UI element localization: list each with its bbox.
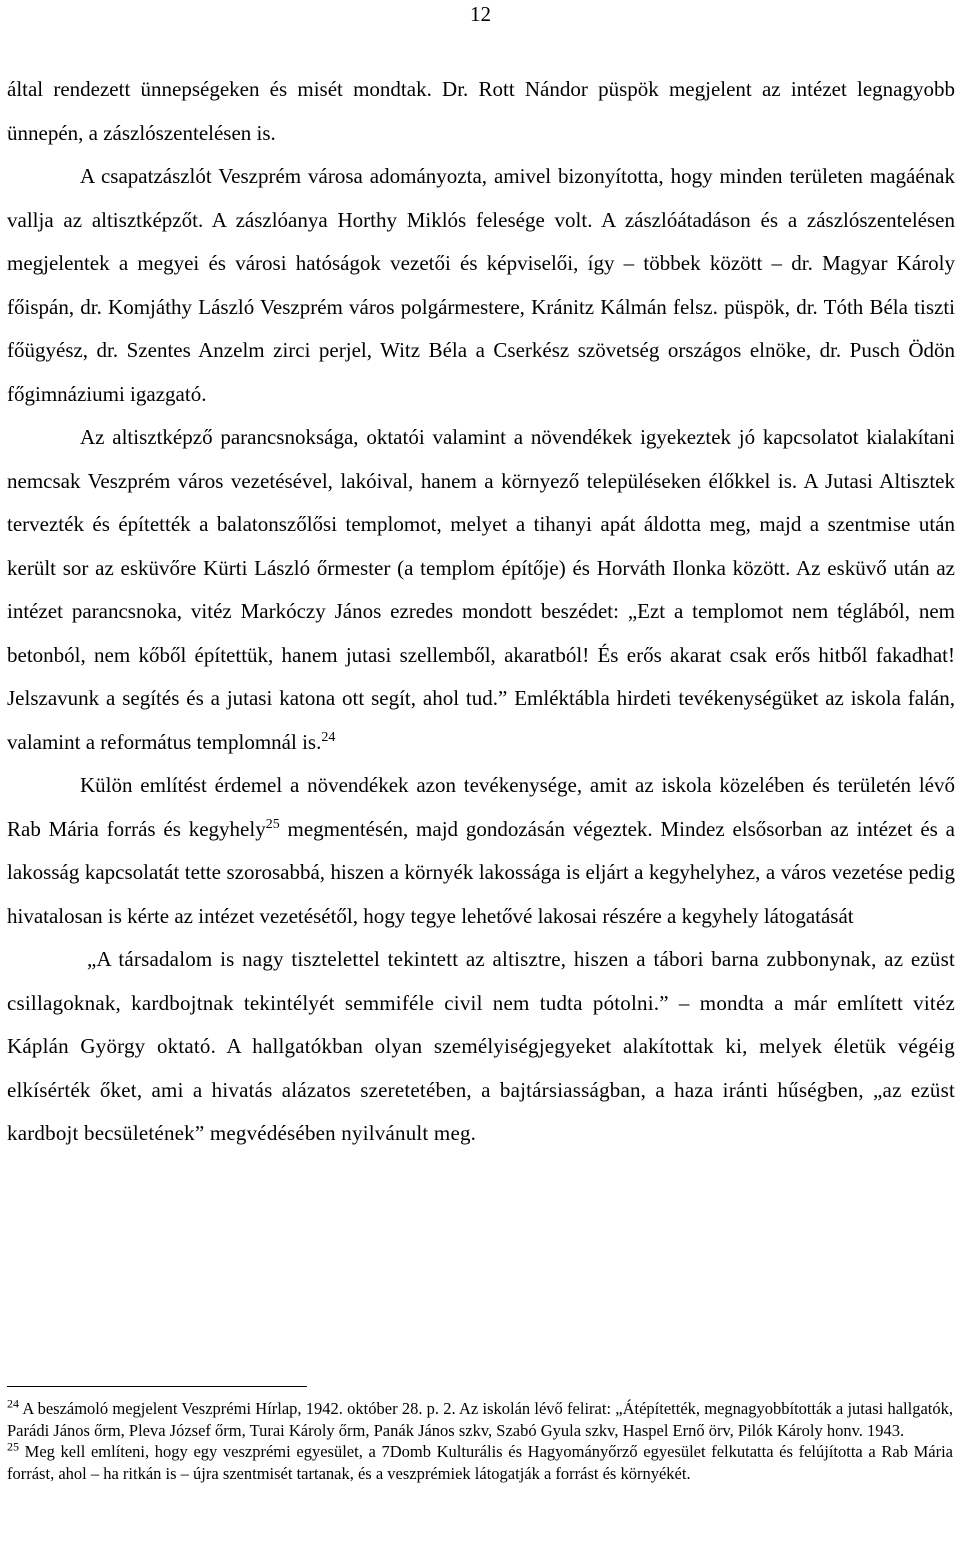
footnote (7, 1398, 953, 1441)
paragraph-text: Külön említést érdemel a növendékek azon tevékenysége, amit az iskola közelében és területén lévő Rab Mária forrás és kegyhely (7, 773, 955, 841)
paragraph (7, 764, 955, 938)
paragraph (7, 416, 955, 764)
footnote-text: A beszámoló megjelent Veszprémi Hírlap, 1942. október 28. p. 2. Az iskolán lévő felirat: „Átépítették, megnagyobbították a jutasi hallgatók, Parádi János őrm, Pleva József őrm, Turai Károly őrm, Panák János szkv, Szabó Gyula szkv, Haspel Ernő örv, Pilók Károly honv. 1943. (7, 1399, 953, 1440)
body-text (7, 68, 955, 1156)
paragraph-text: megmentésén, majd gondozásán végeztek. Mindez elsősorban az intézet és a lakosság kapcsolatát tette szorosabbá, hiszen a környék lakossága is eljárt a kegyhelyhez, a város vezetése pedig hivatalosan is kérte az intézet vezetésétől, hogy tegye lehetővé lakosai részére a kegyhely látogatását (7, 816, 955, 928)
paragraph (7, 68, 955, 155)
paragraph-text: Az altisztképző parancsnoksága, oktatói valamint a növendékek igyekeztek jó kapcsolatot kialakítani nemcsak Veszprém város vezetésével, lakóival, hanem a környező településeken élőkkel is. A Jutasi Altisztek tervezték és építették a balatonszőlősi templomot, melyet a tihanyi apát áldotta meg, majd a szentmise után került sor az esküvőre Kürti László őrmester (a templom építője) és Horváth Ilonka között. Az esküvő után az intézet parancsnoka, vitéz Markóczy János ezredes mondott beszédet: „Ezt a templomot nem téglából, nem betonból, nem kőből építettük, hanem jutasi szellemből, akaratból! És erős akarat csak erős hitből fakadhat! Jelszavunk a segítés és a jutasi katona ott segít, ahol tud.” Emléktábla hirdeti tevékenységüket az iskola falán, valamint a református templomnál is. (7, 425, 955, 754)
footnotes (7, 1398, 953, 1485)
page-number: 12 (470, 2, 491, 26)
paragraph-text: által rendezett ünnepségeken és misét mondtak. Dr. Rott Nándor püspök megjelent az intézet legnagyobb ünnepén, a zászlószentelésen is. (7, 77, 955, 145)
paragraph (7, 155, 955, 416)
paragraph-text: A csapatzászlót Veszprém városa adományozta, amivel bizonyította, hogy minden területen magáénak vallja az altisztképzőt. A zászlóanya Horthy Miklós felesége volt. A zászlóátadáson és a zászlószentelésen megjelentek a megyei és városi hatóságok vezetői és képviselői, így – többek között – dr. Magyar Károly főispán, dr. Komjáthy László Veszprém város polgármestere, Kránitz Kálmán felsz. püspök, dr. Tóth Béla tiszti főügyész, dr. Szentes Anzelm zirci perjel, Witz Béla a Cserkész szövetség országos elnöke, dr. Pusch Ödön főgimnáziumi igazgató. (7, 164, 955, 406)
paragraph-text: „A társadalom is nagy tisztelettel tekintett az altisztre, hiszen a tábori barna zubbonynak, az ezüst csillagoknak, kardbojtnak tekintélyét semmiféle civil nem tudta pótolni.” – mondta a már említett vitéz Káplán György oktató. A hallgatókban olyan személyiségjegyeket alakítottak ki, melyek életük végéig elkísérték őket, ami a hivatás alázatos szeretetében, a bajtársiasságban, a haza iránti hűségben, „az ezüst kardbojt becsületének” megvédésében nyilvánult meg. (7, 947, 955, 1145)
footnote-number: 25 (7, 1439, 19, 1454)
footnote (7, 1441, 953, 1484)
footnote-ref-24[interactable]: 24 (321, 729, 336, 745)
footnote-separator (7, 1386, 307, 1387)
footnote-number: 24 (7, 1396, 19, 1411)
quote-paragraph (7, 938, 955, 1156)
footnote-text: Meg kell említeni, hogy egy veszprémi egyesület, a 7Domb Kulturális és Hagyományőrző egyesület felkutatta és felújította a Rab Mária forrást, ahol – ha ritkán is – újra szentmisét tartanak, és a veszprémiek látogatják a forrást és környékét. (7, 1442, 953, 1484)
footnote-ref-25[interactable]: 25 (265, 816, 280, 832)
